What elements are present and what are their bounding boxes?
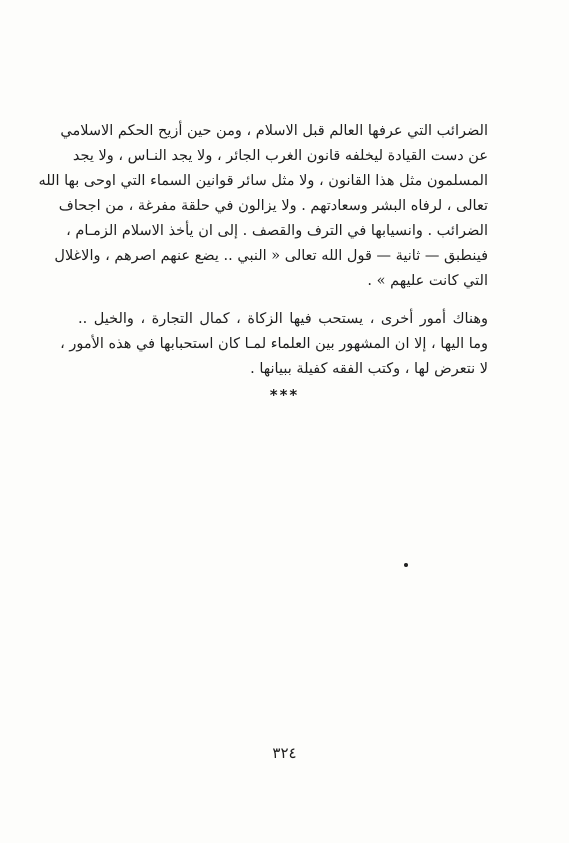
paragraph-2-line-1: وهناك أمور أخرى ، يستحب فيها الزكاة ، كمال التجارة ، والخيل .. [78, 311, 488, 327]
section-separator: *** [269, 386, 300, 404]
stray-dot [404, 563, 408, 567]
paragraph-1-line-2: عن دست القيادة ليخلفه قانون الغرب الجائر ، ولا يجد النـاس ، ولا يجد [72, 148, 488, 164]
paragraph-2-line-3: لا نتعرض لها ، وكتب الفقه كفيلة ببيانها . [250, 361, 488, 377]
page-number: ٣٢٤ [272, 744, 297, 762]
paragraph-1 [38, 119, 488, 294]
paragraph-1-line-3: المسلمون مثل هذا القانون ، ولا مثل سائر قوانين السماء التي اوحى بها الله [38, 173, 488, 189]
paragraph-1-line-7: التي كانت عليهم » . [367, 273, 488, 289]
paragraph-2-line-2: وما اليها ، إلا ان المشهور بين العلماء لمـا كان استحبابها في هذه الأمور ، [60, 336, 488, 352]
paragraph-1-line-5: الضرائب . وانسيابها في الترف والقصف . إلى ان يأخذ الاسلام الزمـام ، [66, 223, 488, 239]
paragraph-1-line-6: فينطبق — ثانية — قول الله تعالى « النبي .. يضع عنهم اصرهم ، والاغلال [54, 248, 488, 264]
paragraph-1-line-4: تعالى ، لرفاه البشر وسعادتهم . ولا يزالون في حلقة مفرغة ، من اجحاف [58, 198, 488, 214]
paragraph-2 [60, 307, 488, 382]
paragraph-1-line-1: الضرائب التي عرفها العالم قبل الاسلام ، ومن حين أزيح الحكم الاسلامي [60, 123, 488, 139]
